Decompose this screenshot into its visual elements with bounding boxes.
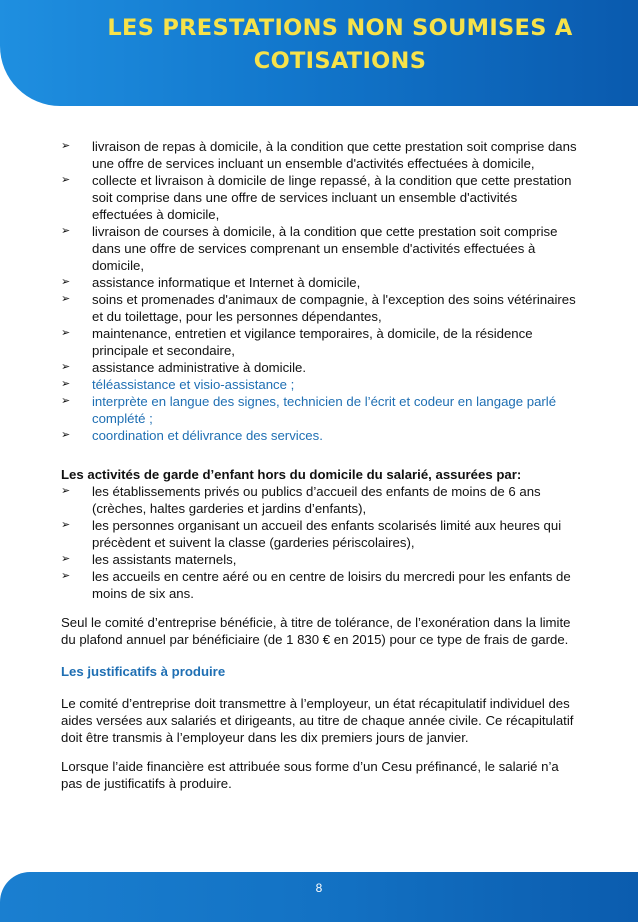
list-item-text: livraison de courses à domicile, à la condition que cette prestation soit comprise dans une offre de services comprenant un ensemble d'activités effectuées à domicile, <box>92 224 558 273</box>
list-item <box>61 551 581 568</box>
page-content <box>61 138 581 792</box>
list-item-text: les assistants maternels, <box>92 552 237 567</box>
list-item <box>61 172 581 223</box>
list-item <box>61 517 581 551</box>
arrow-bullet-icon: ➢ <box>61 225 71 237</box>
list-item <box>61 359 581 376</box>
arrow-bullet-icon: ➢ <box>61 429 71 441</box>
arrow-bullet-icon: ➢ <box>61 570 71 582</box>
services-list <box>61 138 581 444</box>
list-item <box>61 568 581 602</box>
list-item-text: assistance administrative à domicile. <box>92 360 307 375</box>
page-footer <box>0 872 638 922</box>
arrow-bullet-icon: ➢ <box>61 174 71 186</box>
list-item <box>61 138 581 172</box>
list-item <box>61 325 581 359</box>
list-item <box>61 427 581 444</box>
arrow-bullet-icon: ➢ <box>61 519 71 531</box>
justificatifs-heading: Les justificatifs à produire <box>61 664 226 679</box>
arrow-bullet-icon: ➢ <box>61 140 71 152</box>
page-title <box>40 12 638 78</box>
list-item-text: les personnes organisant un accueil des enfants scolarisés limité aux heures qui précèdent et suivent la classe (garderies périscolaires), <box>92 518 562 550</box>
page-title-line2: COTISATIONS <box>253 48 427 74</box>
list-item-text: soins et promenades d'animaux de compagnie, à l'exception des soins vétérinaires et du toilettage, pour les personnes dépendantes, <box>92 292 576 324</box>
arrow-bullet-icon: ➢ <box>61 553 71 565</box>
list-item-text: interprète en langue des signes, technicien de l’écrit et codeur en langage parlé complété ; <box>92 394 557 426</box>
arrow-bullet-icon: ➢ <box>61 361 71 373</box>
list-item-text: coordination et délivrance des services. <box>92 428 323 443</box>
page-number: 8 <box>315 881 323 895</box>
list-item <box>61 393 581 427</box>
list-item-text: téléassistance et visio-assistance ; <box>92 377 295 392</box>
arrow-bullet-icon: ➢ <box>61 485 71 497</box>
list-item-text: maintenance, entretien et vigilance temporaires, à domicile, de la résidence principale et secondaire, <box>92 326 533 358</box>
list-item <box>61 274 581 291</box>
page-title-line1: LES PRESTATIONS NON SOUMISES A <box>107 15 573 41</box>
list-item-text: les accueils en centre aéré ou en centre de loisirs du mercredi pour les enfants de moins de six ans. <box>92 569 571 601</box>
list-item <box>61 376 581 393</box>
page-header <box>0 0 638 106</box>
childcare-list <box>61 483 581 602</box>
list-item <box>61 483 581 517</box>
arrow-bullet-icon: ➢ <box>61 293 71 305</box>
list-item <box>61 223 581 274</box>
list-item-text: collecte et livraison à domicile de linge repassé, à la condition que cette prestation soit comprise dans une offre de services incluant un ensemble d'activités effectuées à domicile, <box>92 173 572 222</box>
comite-paragraph: Seul le comité d’entreprise bénéficie, à titre de tolérance, de l’exonération dans la limite du plafond annuel par bénéficiaire (de 1 830 € en 2015) pour ce type de frais de garde. <box>61 615 571 647</box>
arrow-bullet-icon: ➢ <box>61 378 71 390</box>
arrow-bullet-icon: ➢ <box>61 327 71 339</box>
justificatifs-paragraph-1: Le comité d’entreprise doit transmettre à l’employeur, un état récapitulatif individuel des aides versées aux salariés et dirigeants, au titre de chaque année civile. Ce récapitulatif doit être transmis à l’employeur dans les dix premiers jours de janvier. <box>61 696 574 745</box>
list-item-text: livraison de repas à domicile, à la condition que cette prestation soit comprise dans une offre de services incluant un ensemble d'activités effectuées à domicile, <box>92 139 577 171</box>
childcare-title: Les activités de garde d’enfant hors du domicile du salarié, assurées par: <box>61 467 522 482</box>
list-item-text: assistance informatique et Internet à domicile, <box>92 275 361 290</box>
arrow-bullet-icon: ➢ <box>61 276 71 288</box>
list-item <box>61 291 581 325</box>
arrow-bullet-icon: ➢ <box>61 395 71 407</box>
list-item-text: les établissements privés ou publics d’accueil des enfants de moins de 6 ans (crèches, haltes garderies et jardins d’enfants), <box>92 484 541 516</box>
justificatifs-paragraph-2: Lorsque l’aide financière est attribuée sous forme d’un Cesu préfinancé, le salarié n’a pas de justificatifs à produire. <box>61 759 559 791</box>
